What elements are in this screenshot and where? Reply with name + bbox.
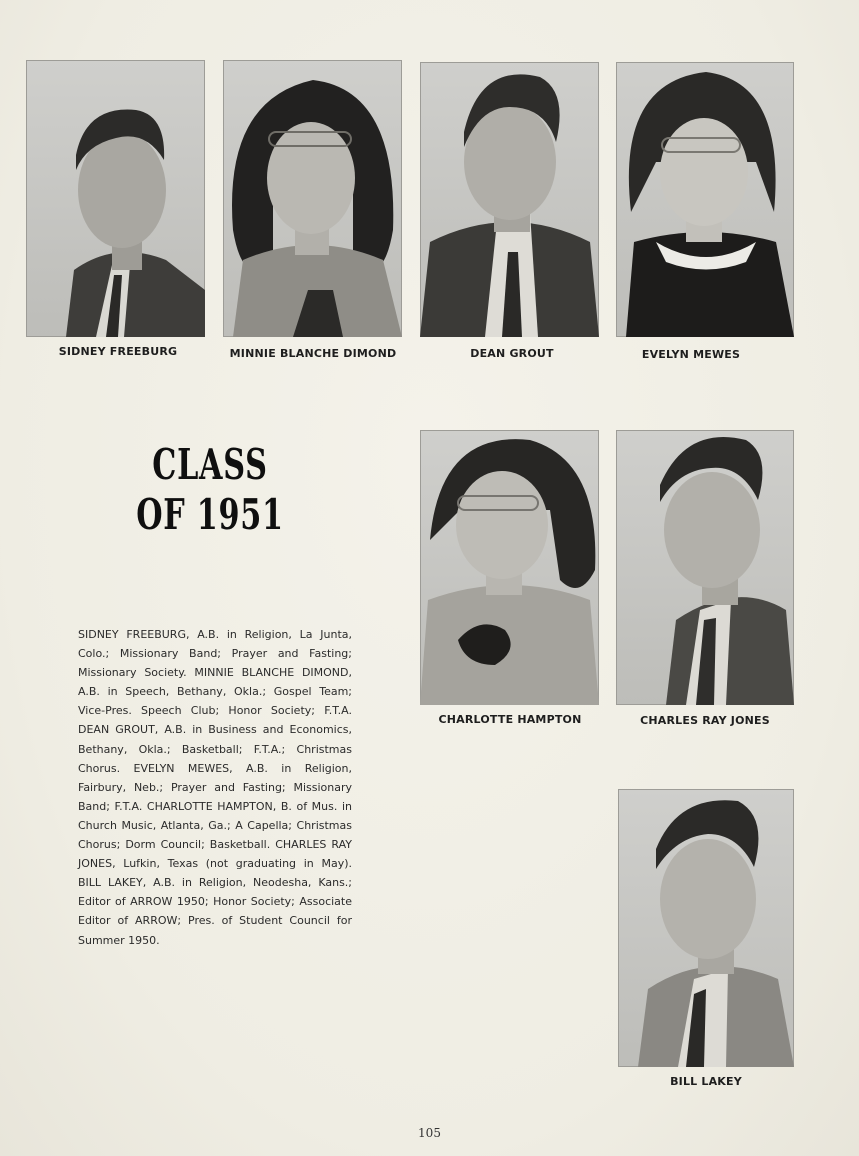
page-number: 105 <box>418 1126 441 1140</box>
portrait-sidney-freeburg <box>26 60 205 337</box>
class-heading-line2: OF 1951 <box>136 490 284 539</box>
student-name-caption: EVELYN MEWES <box>641 348 741 361</box>
portrait-evelyn-mewes <box>616 62 794 337</box>
class-heading <box>131 440 289 540</box>
student-name-caption: CHARLES RAY JONES <box>640 714 770 727</box>
portrait-charles-ray-jones <box>616 430 794 705</box>
portrait-bill-lakey <box>618 789 794 1067</box>
student-bios: SIDNEY FREEBURG, A.B. in Religion, La Junta, Colo.; Missionary Band; Prayer and Fasting; Missionary Society. MINNIE BLANCHE DIMOND, A.B. in Speech, Bethany, Okla.; Gospel Team; Vice-Pres. Speech Club; Honor Society; F.T.A. DEAN GROUT, A.B. in Business and Economics, Bethany, Okla.; Basketball; F.T.A.; Christmas Chorus. EVELYN MEWES, A.B. in Religion, Fairbury, Neb.; Prayer and Fasting; Missionary Band; F.T.A. CHARLOTTE HAMPTON, B. of Mus. in Church Music, Atlanta, Ga.; A Capella; Christmas Chorus; Dorm Council; Basketball. CHARLES RAY JONES, Lufkin, Texas (not graduating in May). BILL LAKEY, A.B. in Religion, Neodesha, Kans.; Editor of ARROW 1950; Honor Society; Associate Editor of ARROW; Pres. of Student Council for Summer 1950. <box>78 628 352 947</box>
portrait-minnie-blanche-dimond <box>223 60 402 337</box>
student-name-caption: CHARLOTTE HAMPTON <box>438 713 582 726</box>
portrait-dean-grout <box>420 62 599 337</box>
student-name-caption: SIDNEY FREEBURG <box>58 345 178 358</box>
student-name-caption: DEAN GROUT <box>470 347 554 360</box>
class-heading-line1: CLASS <box>152 440 268 489</box>
portrait-charlotte-hampton <box>420 430 599 705</box>
student-name-caption: BILL LAKEY <box>670 1075 742 1088</box>
student-name-caption: MINNIE BLANCHE DIMOND <box>229 347 397 360</box>
